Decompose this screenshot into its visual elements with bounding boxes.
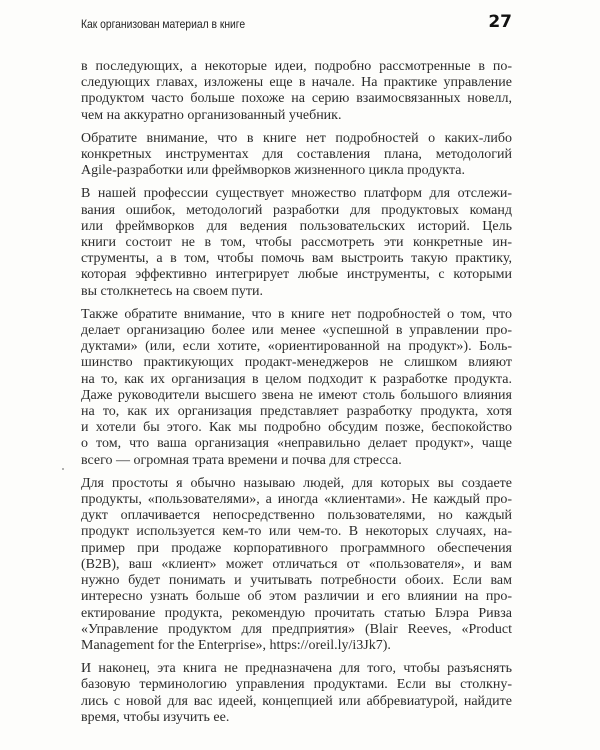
paragraph [81,186,512,299]
text-line: на то, как их организация в целом подходит к разработке продукта. [81,371,512,387]
text-line: лись с новой для вас идеей, концепцией или аббревиатурой, найдите [81,693,512,709]
text-line: И наконец, эта книга не предназначена для того, чтобы разъяснять [81,661,512,677]
text-line: о том, что ваша организация «неправильно делает продукт», чаще [81,436,512,452]
text-line: которая эффективно интегрирует любые инструменты, с которыми [81,267,512,283]
page-number: 27 [488,12,512,32]
text-line: Обратите внимание, что в книге нет подробностей о каких-либо [81,130,512,146]
text-line: продукт используется кем-то или чем-то. В некоторых случаях, на- [81,524,512,540]
text-line: и хотели бы этого. Как мы подробно обсудим позже, беспокойство [81,420,512,436]
text-line: интересно узнать больше об этом различии и его влиянии на про- [81,589,512,605]
paragraph [81,131,512,180]
paragraph [81,307,512,469]
text-line: Даже руководители высшего звена не имеют столь большого влияния [81,387,512,403]
text-line: пример при продаже корпоративного программного обеспечения [81,540,512,556]
text-line: В нашей профессии существует множество платформ для отслежи- [81,186,512,202]
text-line: книги состоит не в том, чтобы рассмотреть эти конкретные ин- [81,235,512,251]
running-head-title: Как организован материал в книге [81,17,246,31]
text-line: продуктом часто больше похоже на серию взаимосвязанных новелл, [81,91,512,107]
text-line: базовую терминологию управления продуктами. Если вы столкну- [81,677,512,693]
text-line: дуктами» (или, если хотите, «ориентированной на продукт»). Боль- [81,339,512,355]
text-line: «Управление продуктом для предприятия» (Blair Reeves, «Product [81,621,512,637]
text-line: в последующих, а некоторые идеи, подробно рассмотренные в по- [81,59,512,74]
text-line: время, чтобы изучить ее. [81,709,230,725]
text-line: Для простоты я обычно называю людей, для которых вы создаете [81,475,512,491]
scan-speck [62,468,64,470]
text-line: ектирование продукта, рекомендую прочитать статью Блэра Ривза [81,605,512,621]
text-line: вания ошибок, методологий разработки для продуктовых команд [81,202,512,218]
text-line: дукт оплачивается непосредственно пользователями, но каждый [81,508,512,524]
paragraph [81,476,512,654]
text-line: вы столкнетесь на своем пути. [81,283,264,299]
text-line: чем на аккуратно организованный учебник. [81,107,342,123]
text-line: конкретных инструментах для составления плана, методологий [81,147,512,163]
text-line: Agile-разработки или фреймворков жизненного цикла продукта. [81,163,465,179]
text-line: следующих главах, изложены еще в начале. На практике управление [81,75,512,91]
text-line: шинство практикующих продакт-менеджеров не слишком влияют [81,355,512,371]
text-line: струменты, а в том, чтобы помочь вам выстроить такую практику, [81,251,512,267]
text-line: делает организацию более или менее «успешной в управлении про- [81,323,512,339]
text-line: продукты, «пользователями», а иногда «клиентами». Не каждый про- [81,492,512,508]
page-body [81,59,512,733]
text-line: нужно будет понимать и учитывать потребности обоих. Если вам [81,573,512,589]
paragraph [81,59,512,124]
paragraph [81,661,512,726]
text-line: на то, как их организация представляет разработку продукта, хотя [81,404,512,420]
text-line: всего — огромная трата времени и почва для стресса. [81,452,402,468]
text-line: или фреймворков для ведения пользовательских историй. Цель [81,218,512,234]
text-line: Также обратите внимание, что в книге нет подробностей о том, что [81,306,512,322]
text-line: Management for the Enterprise», https://oreil.ly/i3Jk7). [81,637,391,653]
text-line: (B2B), ваш «клиент» может отличаться от «пользователя», и вам [81,556,512,572]
